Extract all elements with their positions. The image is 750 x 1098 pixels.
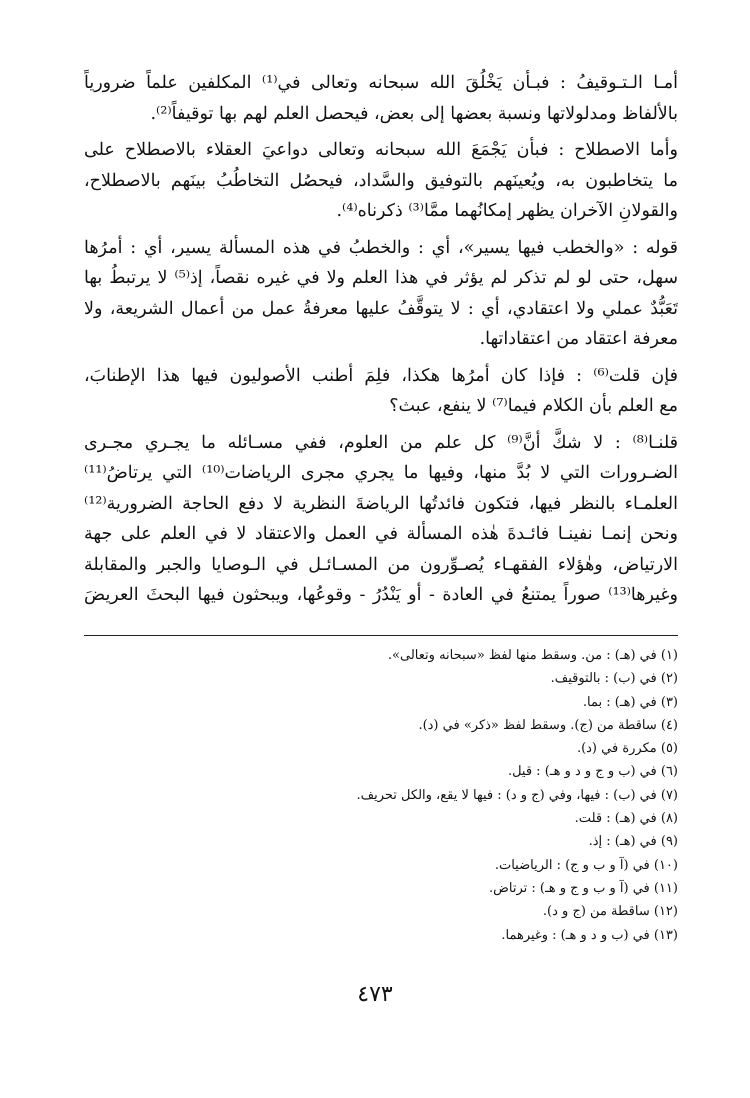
text-line: قوله : «والخطب فيها يسير»، أي : والخطبُ في هذه المسألة يسير، أي : أمرُها bbox=[84, 237, 678, 258]
text-line: أمـا الـتـوقيفُ : فبـأن يَخْلُقَ الله سبحانه وتعالى في⁽¹⁾ المكلفين علماً ضرورياً bbox=[84, 73, 678, 93]
footnote: (٣) في (هـ) : بما. bbox=[582, 694, 678, 710]
text-line: معرفة اعتقاد من اعتقاداتها. bbox=[479, 329, 678, 349]
text-line: العلمـاء بالنظر فيها، فتكون فائدتُها الرياضةَ النظرية لا دفع الحاجة الضرورية⁽¹²⁾ bbox=[84, 493, 678, 514]
main-text bbox=[84, 68, 678, 611]
footnote: (١١) في (آ و ب و ج و هـ) : ترتاض. bbox=[489, 880, 678, 896]
text-line: الضـرورات التي لا بُدَّ منها، وفيها ما يجري مجرى الرياضات⁽¹⁰⁾ التي يرتاضُ⁽¹¹⁾ bbox=[84, 463, 678, 483]
footnote: (٦) في (ب و ج و د و هـ) : قيل. bbox=[507, 764, 678, 780]
text-line: ونحن إنمـا نفينـا فائـدةَ هٰذه المسألة في العمل والاعتقاد لا في العلم على جهة bbox=[84, 524, 678, 544]
footnote: (٤) ساقطة من (ج). وسقط لفظ «ذكر» في (د). bbox=[418, 717, 678, 733]
text-line: بالألفاظ ومدلولاتها ونسبة بعضها إلى بعض، فيحصل العلم لهم بها توقيفاً⁽²⁾. bbox=[150, 103, 678, 124]
text-line: قلنـا⁽⁸⁾ : لا شكَّ أنَّ⁽⁹⁾ كل علم من العلوم، ففي مسـائله ما يجـري مجـرى bbox=[84, 432, 678, 453]
footnote-divider bbox=[84, 635, 678, 636]
footnote: (١٠) في (آ و ب و ج) : الرياضيات. bbox=[494, 857, 678, 873]
footnotes bbox=[84, 644, 678, 947]
footnote: (١) في (هـ) : من. وسقط منها لفظ «سبحانه وتعالى». bbox=[387, 648, 678, 663]
text-line: وأما الاصطلاح : فبأن يَجْمَعَ الله سبحانه وتعالى دواعيَ العقلاء بالاصطلاح على bbox=[84, 140, 678, 160]
footnote: (١٣) في (ب و د و هـ) : وغيرهما. bbox=[501, 927, 678, 943]
text-line: ما يتخاطبون به، ويُعينَهم بالتوفيق والسَّداد، فيحصُل التخاطُبُ بينَهم بالاصطلاح، bbox=[84, 170, 678, 191]
footnote: (٧) في (ب) : فيها، وفي (ج و د) : فيها لا يقع، والكل تحريف. bbox=[356, 787, 678, 803]
text-line: مع العلم بأن الكلام فيما⁽⁷⁾ لا ينفع، عبث؟ bbox=[389, 396, 678, 416]
text-line: الارتياض، وهٰؤلاء الفقهـاء يُصـوِّرون من المسـائـل في الـوصايا والجبر والمقابلة bbox=[84, 554, 678, 575]
page-number: ٤٧٣ bbox=[357, 982, 393, 1007]
footnote: (٩) في (هـ) : إذ. bbox=[588, 834, 678, 850]
footnote: (٥) مكررة في (د). bbox=[576, 741, 678, 757]
footnote: (٨) في (هـ) : قلت. bbox=[574, 811, 678, 827]
text-line: سهل، حتى لو لم تذكر لم يؤثر في هذا العلم ولا في غيره نقصاً، إذ⁽⁵⁾ لا يرتبطُ بها bbox=[84, 268, 678, 288]
text-line: تَعَبُّدٌ عملي ولا اعتقادي، أي : لا يتوقَّفُ عليها معرفةُ عمل من أعمال الشريعة، ولا bbox=[84, 298, 678, 319]
text-line: فإن قلت⁽⁶⁾ : فإذا كان أمرُها هكذا، فلِمَ أطنب الأصوليون فيها هذا الإطنابَ، bbox=[84, 365, 678, 386]
text-line: وغيرها⁽¹³⁾ صوراً يمتنعُ في العادة - أو يَنْدُرُ - وقوعُها، ويبحثون فيها البحثَ العريضَ bbox=[84, 585, 678, 605]
footnote: (١٢) ساقطة من (ج و د). bbox=[542, 904, 678, 920]
footnote: (٢) في (ب) : بالتوقيف. bbox=[550, 671, 678, 687]
text-line: والقولانِ الآخران يظهر إمكانُهما ممَّا⁽³⁾ ذكرناه⁽⁴⁾. bbox=[336, 201, 678, 221]
